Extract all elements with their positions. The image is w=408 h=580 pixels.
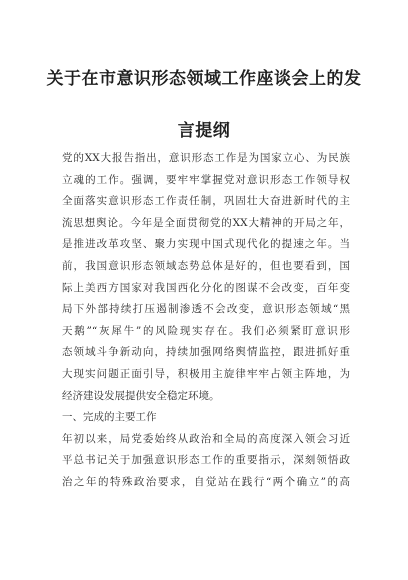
body-line: 大现实问题正面引导，积极用主旋律牢牢占领主阵地，为	[62, 367, 350, 380]
body-line: 全面落实意识形态工作责任制，巩固壮大奋进新时代的主	[62, 195, 350, 208]
body-line: 经济建设发展提供安全稳定环境。	[62, 389, 220, 402]
body-line: 立魂的工作。强调，要牢牢掌握党对意识形态工作领导权	[62, 173, 350, 186]
body-line: 年初以来，局党委始终从政治和全局的高度深入领会习近	[62, 432, 350, 445]
body-line: 态领域斗争新动向，持续加强网络舆情监控，跟进抓好重	[62, 346, 350, 359]
body-line: 天鹅”“灰犀牛”的风险现实存在。我们必须紧盯意识形	[62, 324, 350, 337]
body-line: 际上美西方国家对我国西化分化的图谋不会改变，百年变	[62, 281, 350, 294]
body-line: 流思想舆论。今年是全面贯彻党的XX大精神的开局之年，	[62, 216, 350, 229]
body-line: 局下外部持续打压遏制渗透不会改变，意识形态领域“黑	[62, 303, 350, 316]
document-title-line-1: 关于在市意识形态领域工作座谈会上的发	[46, 69, 362, 89]
section-heading: 一、完成的主要工作	[62, 411, 157, 424]
document-body	[62, 148, 350, 494]
document-title-line-2: 言提纲	[177, 121, 231, 141]
body-line: 党的XX大报告指出，意识形态工作是为国家立心、为民族	[62, 152, 350, 164]
body-line: 是推进改革攻坚、聚力实现中国式现代化的提速之年。当	[62, 238, 350, 251]
body-line: 平总书记关于加强意识形态工作的重要指示，深刻领悟政	[62, 454, 350, 467]
body-line: 治之年的特殊政治要求，自觉站在践行“两个确立”的高	[62, 475, 350, 488]
body-line: 前，我国意识形态领域态势总体是好的，但也要看到，国	[62, 259, 350, 272]
